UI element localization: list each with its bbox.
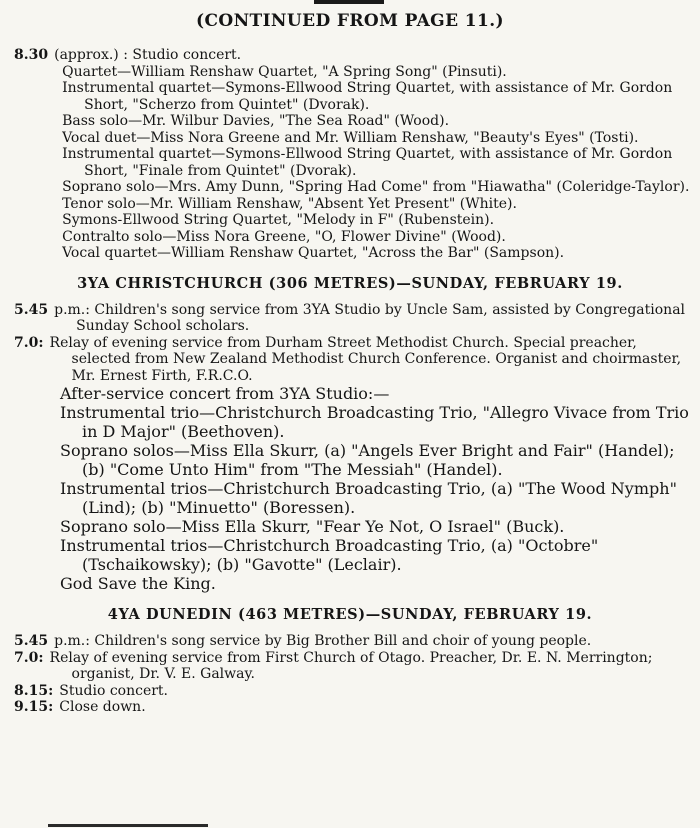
entry-time: 9.15: xyxy=(14,699,54,715)
programme-entry xyxy=(14,699,690,716)
entry-body xyxy=(54,47,690,262)
programme-items xyxy=(52,64,690,262)
programme-entry xyxy=(14,683,690,700)
bottom-rule xyxy=(48,824,208,827)
entry-time: 5.45 xyxy=(14,301,49,318)
programme-item: Soprano solo—Miss Ella Skurr, "Fear Ye Not, O Israel" (Buck). xyxy=(60,517,565,536)
programme-item: Instrumental trios—Christchurch Broadcasting Trio, (a) "The Wood Nymph" (Lind); (b) "Minuetto" (Boressen). xyxy=(60,479,677,517)
top-rule xyxy=(314,0,384,4)
entry-intro: (approx.) : Studio concert. xyxy=(54,47,242,63)
studio-concert-section xyxy=(0,47,700,262)
entry-text: Close down. xyxy=(59,699,146,715)
after-service-concert xyxy=(14,384,690,593)
programme-entry xyxy=(14,335,690,385)
programme-item: Vocal duet—Miss Nora Greene and Mr. William Renshaw, "Beauty's Eyes" (Tosti). xyxy=(62,129,639,146)
entry-text: Relay of evening service from First Church of Otago. Preacher, Dr. E. N. Merrington; organist, Dr. V. E. Galway. xyxy=(49,649,653,682)
programme-item: Soprano solo—Mrs. Amy Dunn, "Spring Had Come" from "Hiawatha" (Coleridge-Taylor). xyxy=(62,179,690,195)
station-heading-4ya: 4YA DUNEDIN (463 METRES)—SUNDAY, FEBRUARY 19. xyxy=(107,606,593,623)
entry-text: Studio concert. xyxy=(59,682,168,699)
entry-text: p.m.: Children's song service by Big Brother Bill and choir of young people. xyxy=(54,633,592,649)
programme-item: Instrumental quartet—Symons-Ellwood String Quartet, with assistance of Mr. Gordon Short, "Scherzo from Quintet" (Dvorak). xyxy=(62,80,673,113)
entry-time: 5.45 xyxy=(14,633,49,649)
programme-item: Instrumental trios—Christchurch Broadcasting Trio, (a) "Octobre" (Tschaikowsky); (b) "Gavotte" (Leclair). xyxy=(60,536,599,574)
entry-text: Relay of evening service from Durham Street Methodist Church. Special preacher, selected from New Zealand Methodist Church Conference. Organist and choirmaster, Mr. Ernest Firth, F.R.C.O. xyxy=(49,334,682,384)
entry-time: 8.30 xyxy=(14,47,49,63)
continued-heading: (CONTINUED FROM PAGE 11.) xyxy=(196,11,504,31)
programme-item: Symons-Ellwood String Quartet, "Melody in F" (Rubenstein). xyxy=(62,212,495,228)
programme-item: Tenor solo—Mr. William Renshaw, "Absent Yet Present" (White). xyxy=(62,195,517,212)
newspaper-page xyxy=(0,10,700,716)
programme-entry xyxy=(14,650,690,683)
programme-item: Quartet—William Renshaw Quartet, "A Spring Song" (Pinsuti). xyxy=(62,63,507,80)
programme-entry xyxy=(14,302,690,335)
entry-time: 7.0: xyxy=(14,334,44,351)
programme-item: Instrumental trio—Christchurch Broadcasting Trio, "Allegro Vivace from Trio in D Major" (Beethoven). xyxy=(60,403,689,441)
christchurch-section xyxy=(0,302,700,594)
after-service-heading: After-service concert from 3YA Studio:— xyxy=(60,384,390,403)
closing-line: God Save the King. xyxy=(60,574,216,593)
programme-item: Bass solo—Mr. Wilbur Davies, "The Sea Road" (Wood). xyxy=(62,113,450,129)
dunedin-section xyxy=(0,633,700,716)
programme-entry xyxy=(14,633,690,650)
programme-item: Contralto solo—Miss Nora Greene, "O, Flower Divine" (Wood). xyxy=(62,228,506,245)
station-heading-3ya: 3YA CHRISTCHURCH (306 METRES)—SUNDAY, FEBRUARY 19. xyxy=(77,274,623,292)
programme-item: Vocal quartet—William Renshaw Quartet, "Across the Bar" (Sampson). xyxy=(62,245,565,261)
entry-time: 7.0: xyxy=(14,649,44,666)
programme-items xyxy=(50,403,690,574)
entry-time: 8.15: xyxy=(14,682,54,699)
entry-text: p.m.: Children's song service from 3YA Studio by Uncle Sam, assisted by Congregational Sunday School scholars. xyxy=(54,301,686,334)
programme-item: Instrumental quartet—Symons-Ellwood String Quartet, with assistance of Mr. Gordon Short, "Finale from Quintet" (Dvorak). xyxy=(62,146,673,179)
programme-item: Soprano solos—Miss Ella Skurr, (a) "Angels Ever Bright and Fair" (Handel); (b) "Come Unto Him" from "The Messiah" (Handel). xyxy=(60,441,675,479)
programme-entry xyxy=(14,47,690,262)
